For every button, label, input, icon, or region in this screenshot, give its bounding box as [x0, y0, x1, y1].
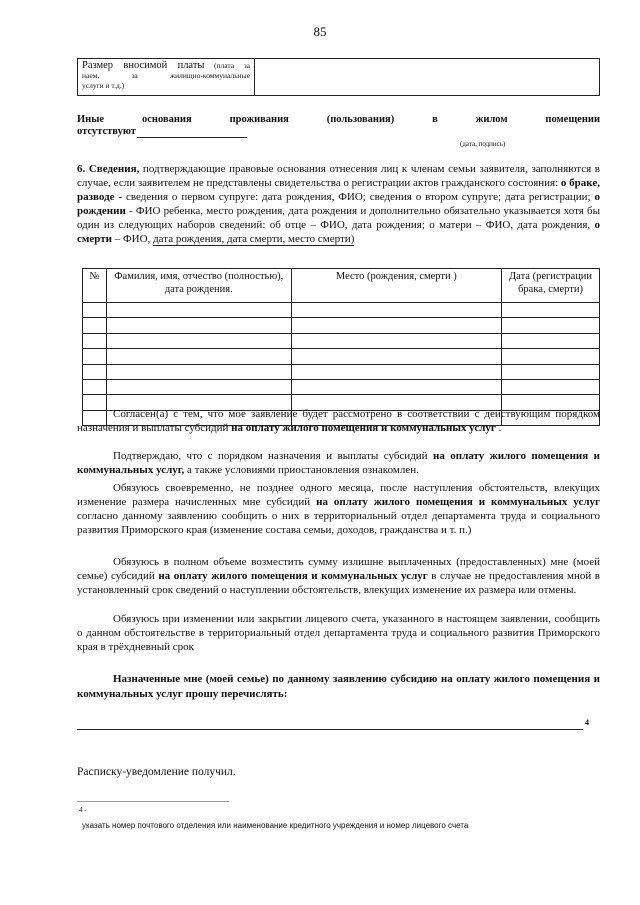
assigned-paragraph: Назначенные мне (моей семье) по данному заявлению субсидию на оплату жилого помещения и коммунальных услуг прошу перечислять:: [77, 673, 600, 700]
consent-p3-bold: на оплату жилого помещения и коммунальных услуг: [316, 496, 600, 508]
table-cell[interactable]: [291, 303, 502, 318]
date-signature-caption: (дата, подпись): [460, 140, 506, 148]
other-basis-line1: Иные основания проживания (пользования) в жилом помещении: [77, 114, 600, 125]
relatives-table: [82, 268, 600, 426]
table-cell[interactable]: [106, 349, 291, 364]
table-cell[interactable]: [83, 303, 107, 318]
table-cell[interactable]: [502, 364, 600, 379]
other-basis-line2: отсутствуют: [77, 126, 136, 137]
consent-p1-end: .: [495, 422, 502, 434]
payment-label-main: Размер вносимой платы: [82, 60, 205, 71]
section6-bold-2: о рождении: [77, 191, 600, 217]
section6-text-5: дата рождения, дата смерти, место смерти): [153, 233, 355, 245]
table-cell[interactable]: [291, 318, 502, 333]
table-row: [83, 379, 600, 394]
table-cell[interactable]: [291, 364, 502, 379]
section6-lead: 6. Сведения,: [77, 163, 140, 175]
payment-label-rest-2: наем, за жилищно-коммунальные: [82, 71, 250, 80]
table-cell[interactable]: [83, 364, 107, 379]
consent-paragraph-5: Обязуюсь при изменении или закрытии лицевого счета, указанного в настоящем заявлении, сообщить о данном обстоятельстве в территориальный отдел департамента труда и социального развития Приморского края в трёхдневный срок: [77, 613, 600, 653]
footnote-number: 4 -: [79, 806, 87, 814]
table-row: [83, 318, 600, 333]
table-cell[interactable]: [83, 379, 107, 394]
consent-p2-text: Подтверждаю, что с порядком назначения и выплаты субсидий: [113, 450, 434, 462]
footnote-separator: [77, 801, 229, 802]
consent-paragraph-2: [77, 449, 600, 477]
table-cell[interactable]: [291, 349, 502, 364]
consent-paragraph-1: [77, 407, 600, 435]
payment-label-rest-1: (плата за: [214, 61, 250, 70]
table-cell[interactable]: [291, 333, 502, 348]
signature-line[interactable]: [137, 137, 247, 138]
col-place-header: Место (рождения, смерти ): [291, 269, 502, 303]
col-date-header: Дата (регистрации брака, смерти): [502, 269, 600, 303]
col-fio-header: Фамилия, имя, отчество (полностью), дата рождения.: [106, 269, 291, 303]
table-cell[interactable]: [291, 379, 502, 394]
consent-p3-text: Обязуюсь своевременно, не позднее одного месяца, после наступления обстоятельств, влекущих изменение размера начисленных мне субсидий: [77, 482, 600, 508]
consent-p1-bold: на оплату жилого помещения и коммунальных услуг: [231, 422, 496, 434]
page-number: 85: [313, 24, 327, 39]
table-cell[interactable]: [106, 303, 291, 318]
section6-bold-1: о браке, разводе -: [77, 177, 600, 203]
consent-p3-end: согласно данному заявлению сообщить о них в территориальный отдел департамента труда и социального развития Приморского края (изменение состава семьи, доходов, гражданства и т. п.): [77, 510, 600, 536]
consent-p4-text: Обязуюсь в полном объеме возместить сумму излишне выплаченных (предоставленных) мне (моей семье) субсидий: [77, 556, 600, 582]
payment-label-rest-3: услуги и т.д.): [82, 81, 125, 90]
section6-text-2: сведения о первом супруге: дата рождения, ФИО; сведения о втором супруге; дата регистрации;: [122, 191, 595, 203]
table-row: [83, 349, 600, 364]
consent-paragraph-4: [77, 555, 600, 597]
section6-text-4: – ФИО,: [111, 233, 154, 245]
table-cell[interactable]: [83, 333, 107, 348]
footnote-mark: 4: [585, 718, 589, 727]
section6-text-1: подтверждающие правовые основания отнесения лиц к членам семьи заявителя, заполняются в случае, если заявителем не представлены свидетельства о регистрации актов гражданского состояния:: [77, 163, 600, 189]
table-row: [83, 364, 600, 379]
consent-p2-end: а также условиями приостановления ознакомлен.: [184, 464, 419, 476]
table-cell[interactable]: [106, 379, 291, 394]
table-cell[interactable]: [83, 349, 107, 364]
consent-p2-bold: на оплату жилого помещения и коммунальных услуг,: [77, 450, 600, 476]
receipt-text: Расписку-уведомление получил.: [77, 766, 236, 778]
payment-table: [77, 58, 600, 96]
consent-p1-text: Согласен(а) с тем, что мое заявление будет рассмотрено в соответствии с действующим порядком назначения и выплаты субсидий: [77, 408, 600, 434]
table-cell[interactable]: [502, 303, 600, 318]
table-cell[interactable]: [502, 349, 600, 364]
table-cell[interactable]: [106, 333, 291, 348]
col-number-header: №: [83, 269, 107, 303]
consent-paragraph-3: [77, 481, 600, 537]
table-cell[interactable]: [502, 333, 600, 348]
section6-paragraph: [77, 162, 600, 246]
table-cell[interactable]: [502, 379, 600, 394]
footnote-number-value: 4: [79, 806, 83, 814]
table-cell[interactable]: [502, 318, 600, 333]
consent-p4-bold: на оплату жилого помещения и коммунальных услуг: [158, 570, 428, 582]
section6-text-3: - ФИО ребенка, место рождения, дата рождения и дополнительно обязательно указывается хотя бы один из следующих наборов сведений: об отце – ФИО, дата рождения; о матери – ФИО, дата рождения,: [77, 205, 600, 231]
payment-label-cell: [78, 59, 255, 95]
footnote-text: указать номер почтового отделения или наименование кредитного учреждения и номер лицевого счета: [82, 821, 469, 830]
consent-p4-end: в случае не предоставления мной в установленный срок сведений о наступлении обстоятельств, влекущих изменение их размера или отмены.: [77, 570, 600, 596]
table-row: [83, 303, 600, 318]
account-input-line[interactable]: [77, 729, 583, 730]
table-cell[interactable]: [106, 318, 291, 333]
table-cell[interactable]: [83, 318, 107, 333]
table-cell[interactable]: [106, 364, 291, 379]
section6-bold-3: о смерти: [77, 219, 600, 245]
table-row: [83, 333, 600, 348]
